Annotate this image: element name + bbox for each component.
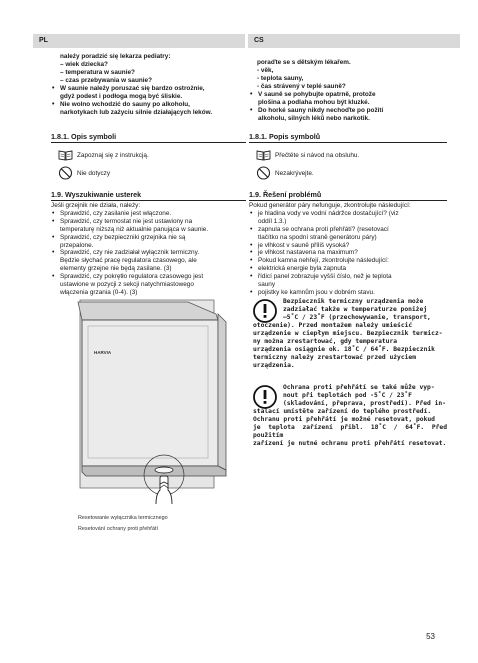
do-not-cover-icon bbox=[256, 166, 271, 180]
list-item: • V sauně se pohybujte opatrně, protože plošina a podlaha mohou být kluzké. bbox=[249, 91, 449, 107]
list-item: • je vlhkost v sauně příliš vysoká? bbox=[249, 242, 449, 250]
list-item: • Nie wolno wchodzić do sauny po alkoholu, narkotykach lub zażyciu silnie działających leków. bbox=[51, 101, 246, 117]
divider bbox=[51, 142, 246, 143]
heater-front-panel bbox=[82, 320, 218, 466]
caption-pl: Resetowanie wyłącznika termicznego bbox=[78, 515, 168, 521]
list-item: • Do horké sauny nikdy nechoďte po požití alkoholu, silných léků nebo narkotik. bbox=[249, 107, 449, 123]
warning-icon bbox=[252, 298, 278, 324]
heater-illustration bbox=[72, 292, 232, 508]
cs-symbols-heading: 1.8.1. Popis symbolů bbox=[249, 132, 321, 141]
page-number: 53 bbox=[426, 632, 435, 641]
pl-symbol-touch-row bbox=[58, 166, 110, 180]
cs-troubleshooting-heading: 1.9. Řešení problémů bbox=[249, 190, 322, 199]
cs-top-section bbox=[257, 59, 447, 91]
warning-cs-body: stalací umístěte zařízení do teplého prostředí. Ochranu proti přehřátí je možné resetovat, pokud je teplota zařízení přibl. 18˚C / 64˚F. Před použitím zařízení je nutné ochranu proti přehřátí resetovat. bbox=[253, 408, 447, 448]
language-tab-pl bbox=[33, 34, 245, 48]
pl-top-line: – wiek dziecka? bbox=[60, 60, 108, 68]
divider bbox=[51, 200, 246, 201]
list-item: • je hladina vody ve vodní nádržce dostačující? (viz oddíl 1.3.) bbox=[249, 210, 449, 226]
warning-pl-body: otoczenie). Przed montażem należy umieścić urządzenie w ciepłym miejscu. Bezpiecznik termicz- ny można zrestartować, gdy temperatura urządzenia osiągnie ok. 18˚C / 64˚F. Bezpiecznik termiczny należy zrestartować przed użyciem urządzenia. bbox=[253, 322, 443, 370]
list-item: • zapnula se ochrana proti přehřátí? (resetovací tlačítko na spodní straně generátoru páry) bbox=[249, 226, 449, 242]
do-not-cover-icon bbox=[58, 166, 73, 180]
pl-troubleshooting-intro: Jeśli grzejnik nie działa, należy: bbox=[51, 202, 141, 209]
list-item: • je vlhkost nastavena na maximum? bbox=[249, 249, 449, 257]
pl-symbols-heading: 1.8.1. Opis symboli bbox=[51, 132, 117, 141]
cs-top-line: - věk, bbox=[257, 66, 274, 74]
list-item: • Sprawdzić, czy pokrętło regulatora czasowego jest ustawione w pozycji z sekcji natychmiastowego włączenia grzania (0-4). (3) bbox=[51, 273, 247, 297]
divider bbox=[249, 200, 447, 201]
cs-top-line: poraďte se s dětským lékařem. bbox=[257, 59, 351, 66]
cs-top-line: - teplota sauny, bbox=[257, 74, 304, 82]
caption-cs: Resetování ochrany proti přehřátí bbox=[78, 526, 159, 532]
pl-top-section bbox=[60, 53, 245, 85]
warning-cs-lead: Ochrana proti přehřátí se také může vyp- nout při teplotách pod -5˚C / 23˚F (skladování, přeprava, prostředí). Před in- bbox=[283, 384, 447, 408]
list-item: • elektrická energie byla zapnuta bbox=[249, 265, 449, 273]
pl-top-line: – temperatura w saunie? bbox=[60, 68, 135, 76]
cs-troubleshooting-list bbox=[249, 202, 449, 297]
language-label-pl: PL bbox=[39, 37, 48, 44]
cs-top-line: - čas strávený v teplé sauně? bbox=[257, 82, 346, 90]
language-label-cs: CS bbox=[254, 37, 264, 44]
list-item: • řídicí panel zobrazuje vyšší číslo, než je teplota sauny bbox=[249, 273, 449, 289]
heater-side-panel bbox=[218, 314, 226, 470]
pl-top-bullets bbox=[51, 85, 246, 117]
list-item: • Sprawdzić, czy nie zadziałał wyłącznik termiczny. Będzie słychać pracę regulatora czasowego, ale elementy grzejne nie będą zasilane. (3) bbox=[51, 249, 247, 273]
cs-symbol-touch-row bbox=[256, 166, 314, 180]
book-icon bbox=[58, 149, 73, 161]
cs-troubleshooting-intro: Pokud generátor páry nefunguje, zkontrolujte následující: bbox=[249, 202, 411, 209]
pl-troubleshooting-list bbox=[51, 202, 247, 297]
divider bbox=[249, 142, 447, 143]
pl-troubleshooting-heading: 1.9. Wyszukiwanie usterek bbox=[51, 190, 142, 199]
cs-symbol-read-row bbox=[256, 149, 359, 161]
symbol-label: Nezakrývejte. bbox=[275, 169, 314, 177]
pl-top-line: należy poradzić się lekarza pediatry: bbox=[60, 53, 171, 60]
language-tab-cs bbox=[248, 34, 460, 48]
book-icon bbox=[256, 149, 271, 161]
symbol-label: Zapoznaj się z instrukcją. bbox=[77, 151, 149, 159]
list-item: • W saunie należy poruszać się bardzo ostrożnie, gdyż podest i podłoga mogą być śliskie. bbox=[51, 85, 246, 101]
warning-pl-lead: Bezpiecznik termiczny urządzenia może zadziałać także w temperaturze poniżej –5˚C / 23˚F (przechowywanie, transport, bbox=[283, 298, 431, 322]
warning-icon bbox=[252, 384, 278, 410]
list-item: • pojistky ke kamnům jsou v dobrém stavu. bbox=[249, 289, 449, 297]
list-item: • Pokud kamna nehřejí, zkontrolujte následující: bbox=[249, 257, 449, 265]
list-item: • Sprawdzić, czy zasilanie jest włączone. bbox=[51, 210, 247, 218]
reset-button-outline bbox=[155, 467, 173, 473]
pl-top-line: – czas przebywania w saunie? bbox=[60, 76, 152, 84]
list-item: • Sprawdzić, czy termostat nie jest ustawiony na temperaturę niższą niż aktualnie panująca w saunie. bbox=[51, 218, 247, 234]
symbol-label: Přečtěte si návod na obsluhu. bbox=[275, 151, 360, 159]
brand-logo: HARVIA bbox=[94, 350, 112, 355]
list-item: • Sprawdzić, czy bezpieczniki grzejnika nie są przepalone. bbox=[51, 234, 247, 250]
pl-symbol-read-row bbox=[58, 149, 149, 161]
symbol-label: Nie dotyczy bbox=[77, 169, 111, 177]
cs-top-bullets bbox=[249, 91, 449, 123]
heater-bottom bbox=[82, 466, 226, 476]
